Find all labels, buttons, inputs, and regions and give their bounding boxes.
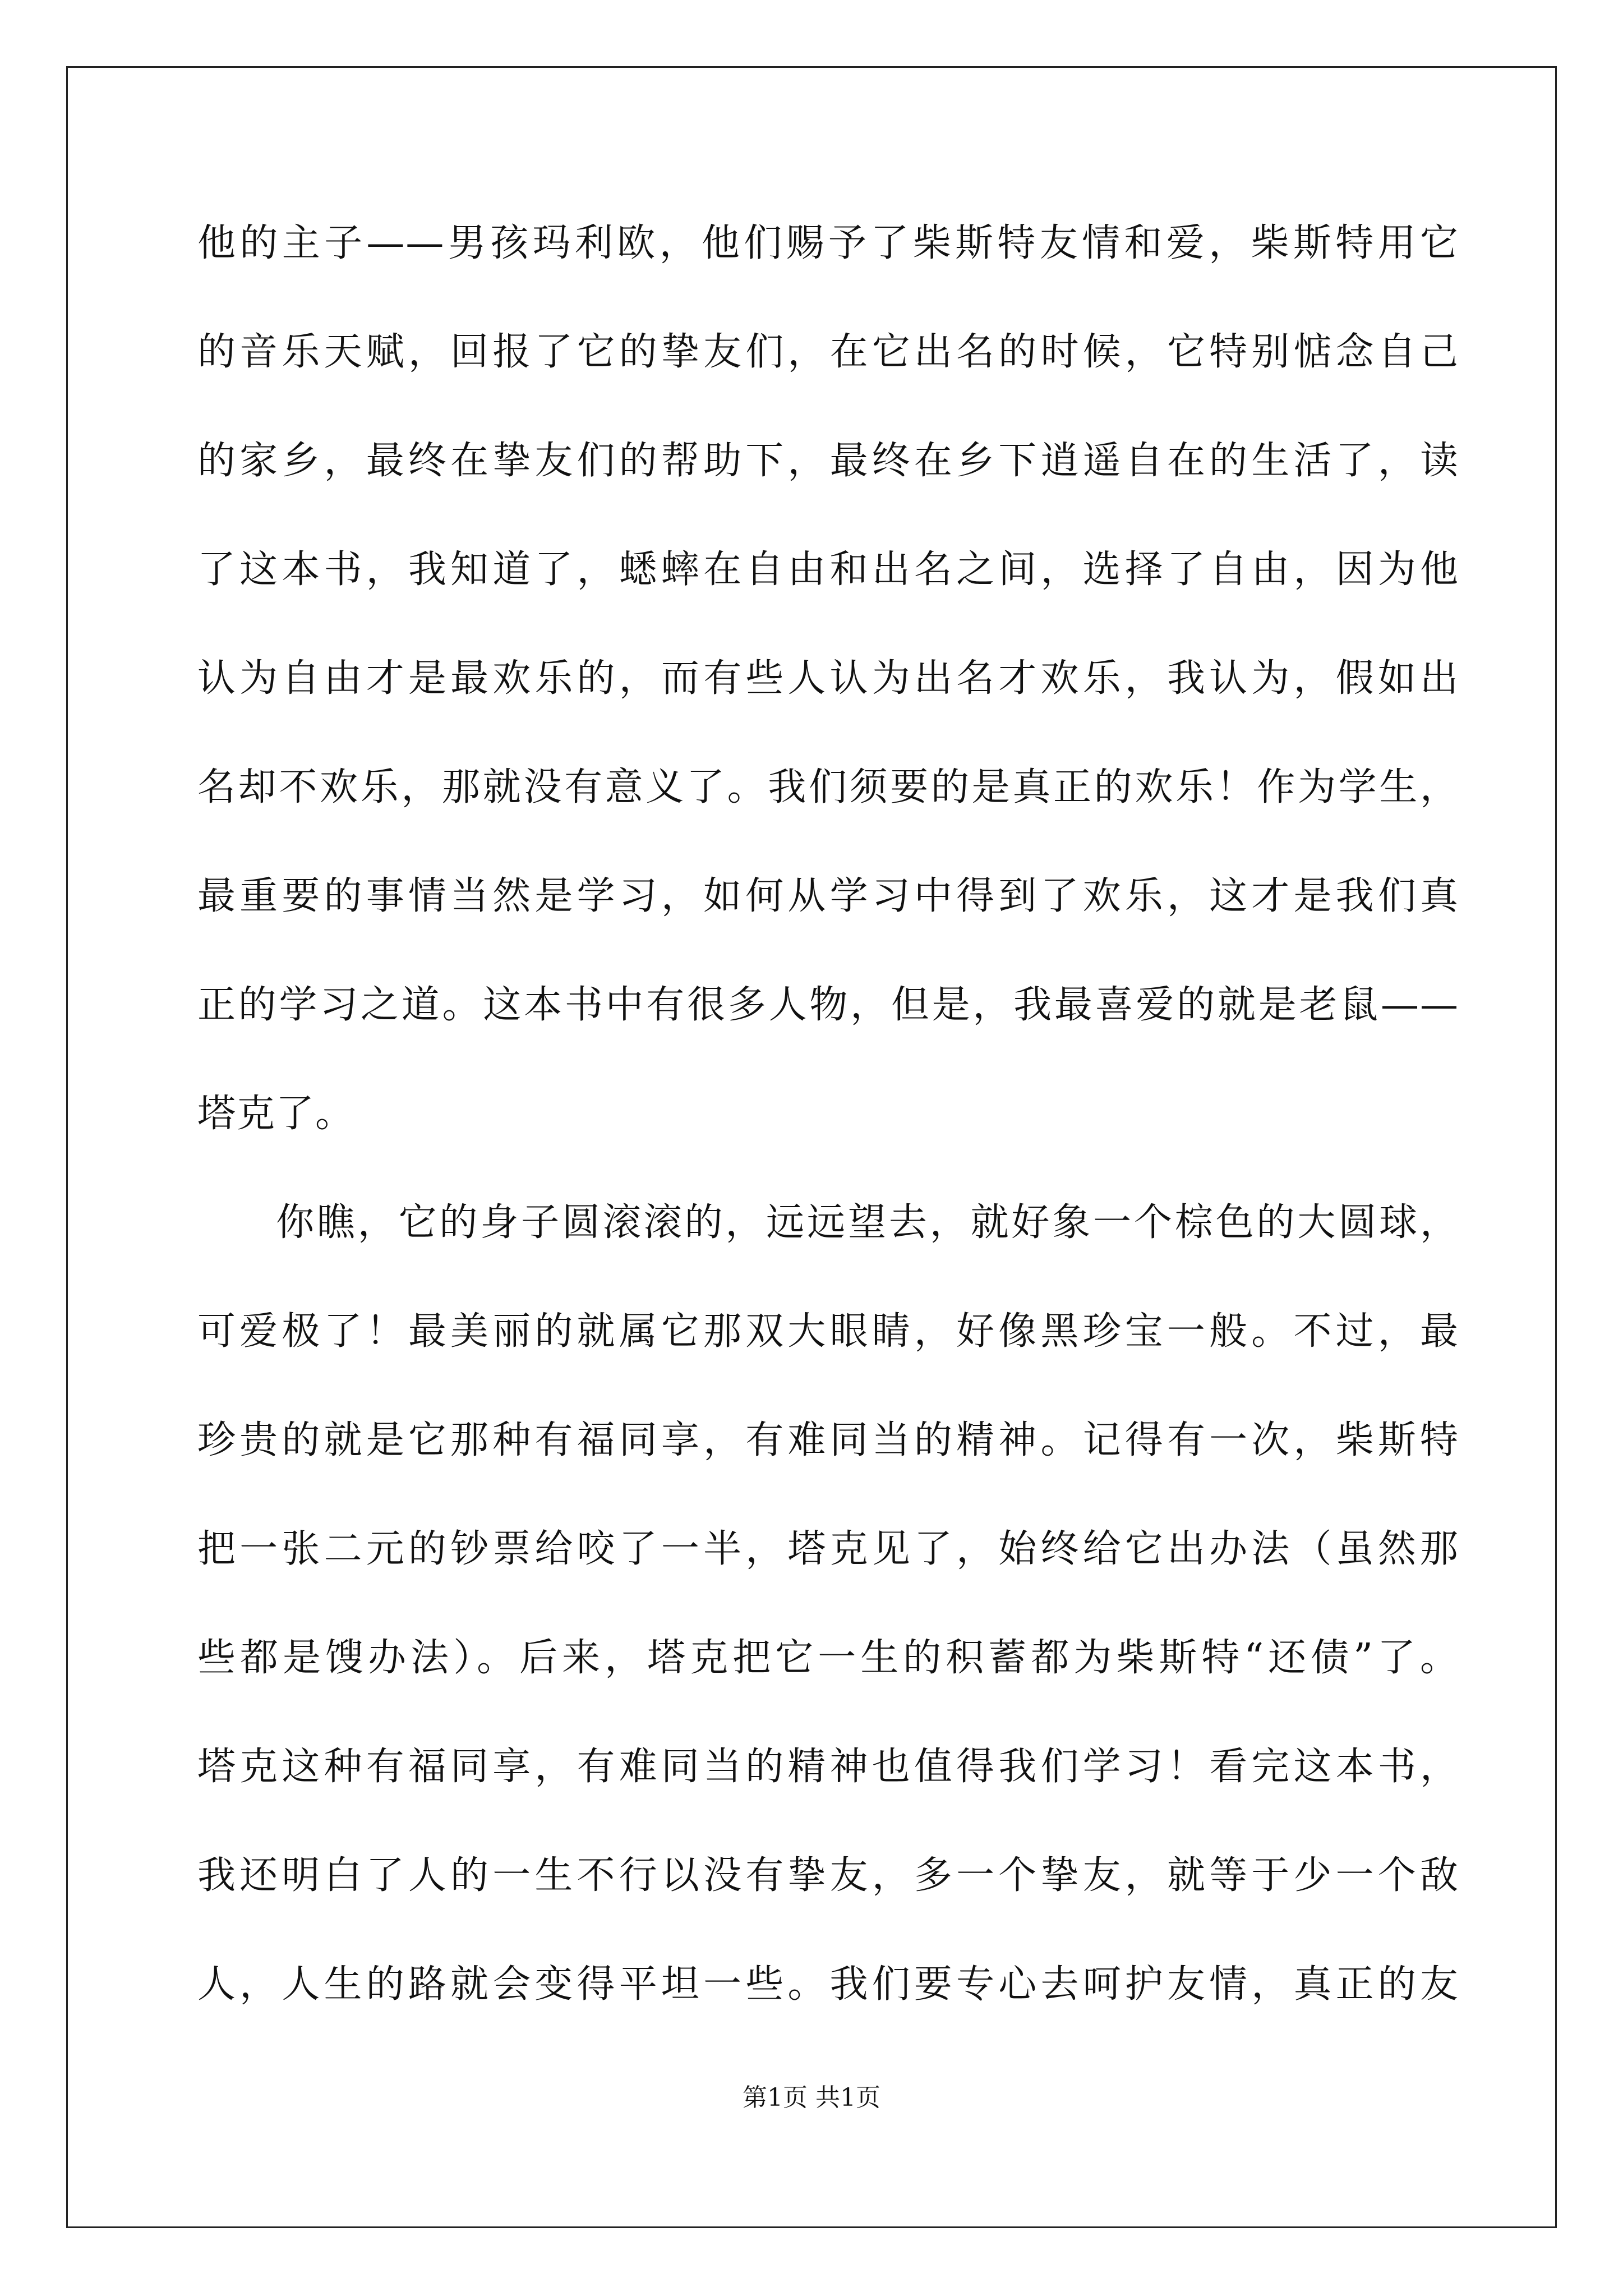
- page-number-footer: 第1页 共1页: [743, 2083, 880, 2112]
- text-line: 人，人生的路就会变得平坦一些。我们要专心去呵护友情，真正的友: [197, 1962, 1459, 2007]
- text-line: 了这本书，我知道了，蟋蟀在自由和出名之间，选择了自由，因为他: [197, 547, 1459, 592]
- text-line: 塔克这种有福同享，有难同当的精神也值得我们学习！看完这本书，: [197, 1745, 1459, 1789]
- text-line: 认为自由才是最欢乐的，而有些人认为出名才欢乐，我认为，假如出: [197, 656, 1459, 701]
- paragraph-first-line: 你瞧，它的身子圆滚滚的，远远望去，就好象一个棕色的大圆球，: [276, 1200, 1459, 1245]
- text-line: 把一张二元的钞票给咬了一半，塔克见了，始终给它出办法（虽然那: [197, 1527, 1459, 1571]
- text-line: 的家乡，最终在挚友们的帮助下，最终在乡下逍遥自在的生活了，读: [197, 439, 1459, 483]
- text-line: 我还明白了人的一生不行以没有挚友，多一个挚友，就等于少一个敌: [197, 1853, 1459, 1898]
- text-line: 珍贵的就是它那种有福同享，有难同当的精神。记得有一次，柴斯特: [197, 1418, 1459, 1462]
- text-line: 最重要的事情当然是学习，如何从学习中得到了欢乐，这才是我们真: [197, 874, 1459, 918]
- text-line: 名却不欢乐，那就没有意义了。我们须要的是真正的欢乐！作为学生，: [197, 765, 1459, 809]
- text-line: 塔克了。: [197, 1092, 355, 1136]
- text-line: 的音乐天赋，回报了它的挚友们，在它出名的时候，它特别惦念自己: [197, 330, 1459, 374]
- text-line: 他的主子——男孩玛利欧，他们赐予了柴斯特友情和爱，柴斯特用它: [197, 221, 1459, 265]
- text-line: 正的学习之道。这本书中有很多人物，但是，我最喜爱的就是老鼠——: [197, 983, 1459, 1027]
- text-line: 可爱极了！最美丽的就属它那双大眼睛，好像黑珍宝一般。不过，最: [197, 1309, 1459, 1354]
- text-line: 些都是馊办法）。后来，塔克把它一生的积蓄都为柴斯特“还债”了。: [197, 1636, 1459, 1680]
